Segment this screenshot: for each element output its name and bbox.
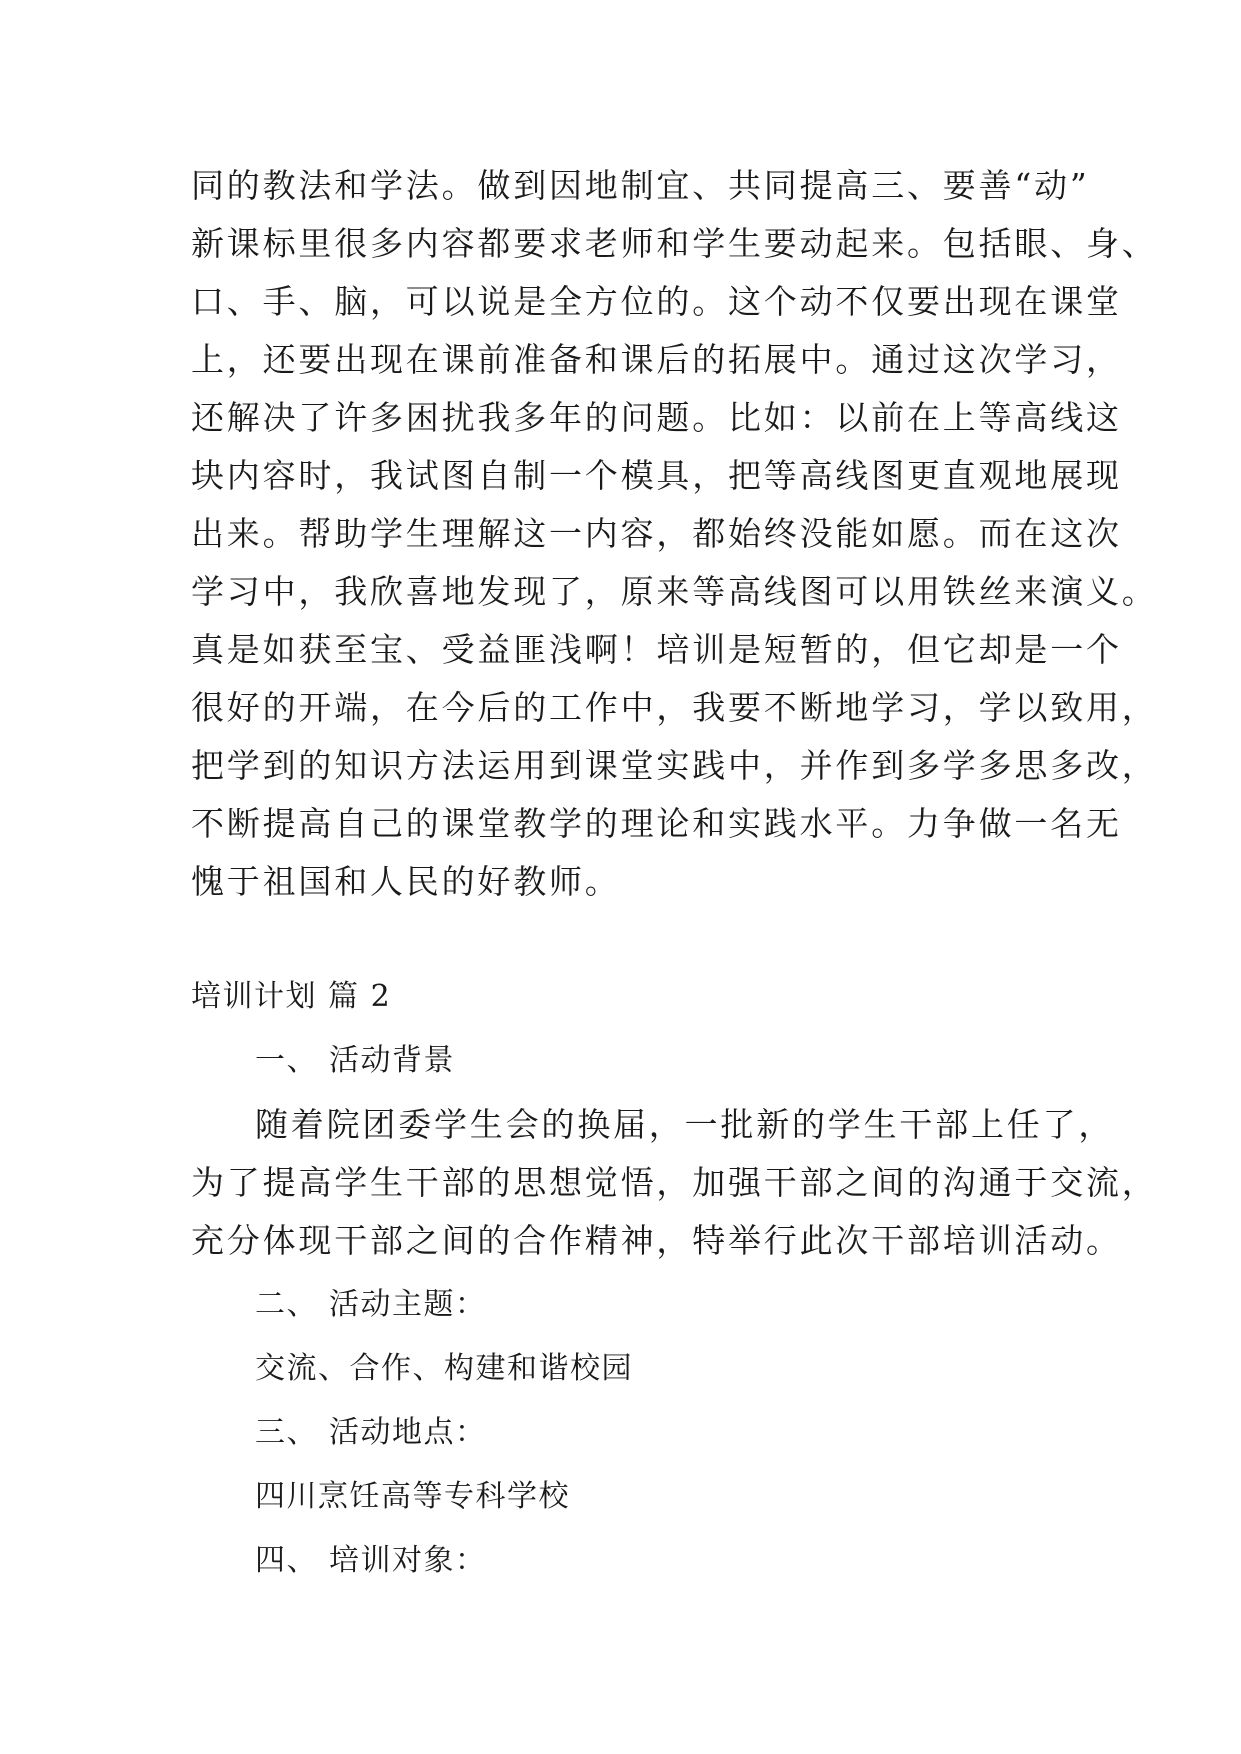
paragraph-line: 为了提高学生干部的思想觉悟，加强干部之间的沟通于交流， xyxy=(191,1163,1158,1202)
item-heading-theme: 二、 活动主题： xyxy=(255,1287,487,1322)
paragraph-line: 充分体现干部之间的合作精神，特举行此次干部培训活动。 xyxy=(191,1221,1122,1260)
paragraph-line: 块内容时，我试图自制一个模具，把等高线图更直观地展现 xyxy=(191,456,1122,495)
item-heading-background: 一、 活动背景 xyxy=(255,1043,456,1078)
paragraph-line: 同的教法和学法。做到因地制宜、共同提高三、要善“动” xyxy=(191,166,1090,205)
section-title: 培训计划 篇 2 xyxy=(191,979,392,1014)
section-plan xyxy=(191,968,1158,1590)
item-heading-audience: 四、 培训对象： xyxy=(255,1543,487,1578)
item-value-location: 四川烹饪高等专科学校 xyxy=(255,1479,570,1514)
background-paragraph xyxy=(191,1096,1158,1270)
paragraph-line: 口、手、脑，可以说是全方位的。这个动不仅要出现在课堂 xyxy=(191,282,1122,321)
paragraph-line: 出来。帮助学生理解这一内容，都始终没能如愿。而在这次 xyxy=(191,514,1122,553)
item-heading-location: 三、 活动地点： xyxy=(255,1415,487,1450)
item-value-theme: 交流、合作、构建和谐校园 xyxy=(255,1351,633,1386)
paragraph-line: 真是如获至宝、受益匪浅啊！培训是短暂的，但它却是一个 xyxy=(191,630,1122,669)
paragraph-line: 把学到的知识方法运用到课堂实践中，并作到多学多思多改， xyxy=(191,746,1158,785)
paragraph-line: 愧于祖国和人民的好教师。 xyxy=(191,862,621,901)
paragraph-line: 上，还要出现在课前准备和课后的拓展中。通过这次学习， xyxy=(191,340,1122,379)
paragraph-line: 还解决了许多困扰我多年的问题。比如：以前在上等高线这 xyxy=(191,398,1122,437)
paragraph-line: 随着院团委学生会的换届，一批新的学生干部上任了， xyxy=(255,1105,1115,1144)
paragraph-continuation xyxy=(191,157,1158,911)
paragraph-line: 很好的开端，在今后的工作中，我要不断地学习，学以致用， xyxy=(191,688,1158,727)
paragraph-line: 新课标里很多内容都要求老师和学生要动起来。包括眼、身、 xyxy=(191,224,1158,263)
paragraph-line: 学习中，我欣喜地发现了，原来等高线图可以用铁丝来演义。 xyxy=(191,572,1158,611)
paragraph-line: 不断提高自己的课堂教学的理论和实践水平。力争做一名无 xyxy=(191,804,1122,843)
